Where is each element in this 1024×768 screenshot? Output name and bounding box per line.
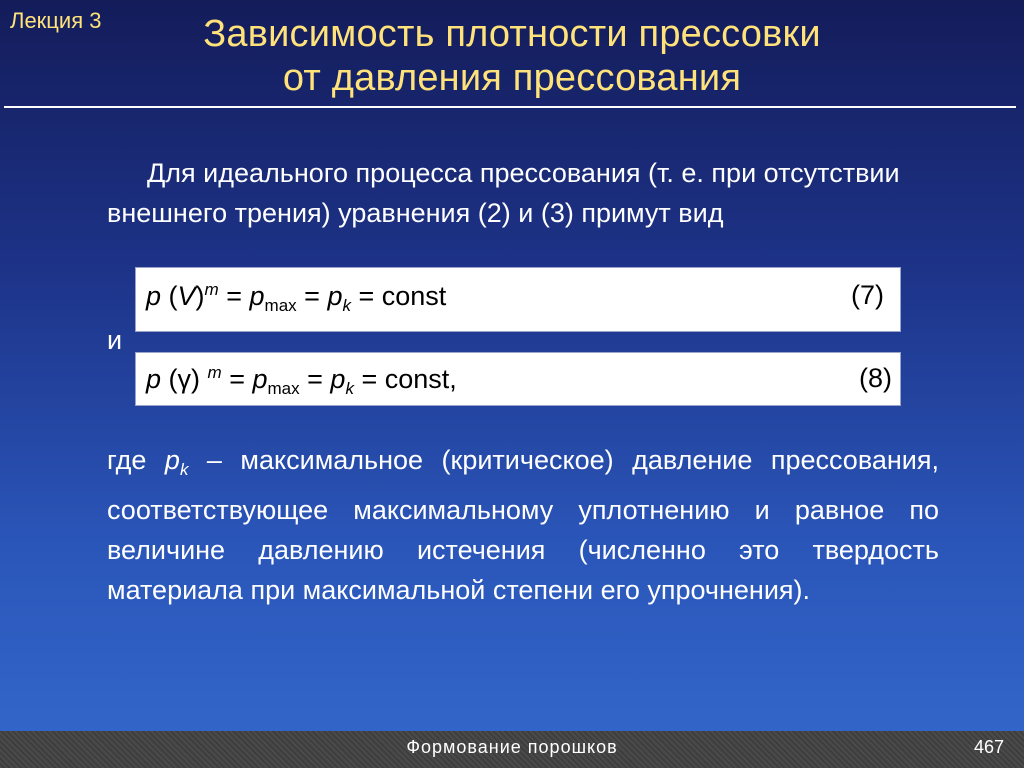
conjunction-text: и — [107, 325, 123, 355]
formula-7-box — [135, 267, 901, 332]
formula-8-const: = const, — [353, 364, 457, 394]
formula-8-pk: p — [330, 364, 346, 394]
slide-title — [0, 12, 1024, 100]
formula-7-const: = const — [350, 281, 447, 311]
intro-paragraph — [107, 153, 939, 233]
formula-8-pmax: p — [252, 364, 268, 394]
explanation-lead: где — [107, 445, 165, 475]
page-number: 467 — [973, 737, 1004, 757]
formula-8-eq1: = — [221, 364, 253, 394]
formula-8-gamma: (γ) — [161, 364, 208, 394]
explanation-sub-k: k — [179, 460, 189, 479]
formula-8-eq2: = — [299, 364, 331, 394]
formula-7-open-paren: ( — [161, 281, 178, 311]
formula-8-p: p — [146, 364, 162, 394]
title-line-1: Зависимость плотности прессовки — [203, 13, 821, 55]
formula-8-sub-k: k — [345, 379, 354, 398]
lecture-label: Лекция 3 — [10, 8, 102, 33]
footer-title: Формование порошков — [406, 737, 618, 757]
formula-8-exponent: m — [207, 363, 222, 382]
formula-7-volume: V — [177, 281, 196, 311]
title-divider — [4, 106, 1016, 108]
formula-7-pmax: p — [249, 281, 265, 311]
formula-7-sub-k: k — [342, 296, 351, 315]
explanation-paragraph — [107, 440, 939, 610]
formula-8-box — [135, 352, 901, 406]
formula-8-expression — [146, 363, 457, 399]
intro-text: Для идеального процесса прессования (т. е. при отсутствии внешнего трения) уравнения (2) и (3) примут вид — [107, 158, 900, 228]
explanation-text: – максимальное (критическое) давление прессования, соответствующее максимальному уплотнению и равное по величине давлению истечения (численно это твердость материала при максимальной степени его упрочнения). — [107, 445, 939, 605]
formula-7-eq2: = — [296, 281, 328, 311]
formula-7-close-paren: ) — [195, 281, 205, 311]
formula-8-sub-max: max — [267, 379, 300, 398]
formula-7-sub-max: max — [264, 296, 297, 315]
formula-7-pk: p — [327, 281, 343, 311]
formula-7-p: p — [146, 281, 162, 311]
formula-8-number: (8) — [859, 363, 892, 393]
formula-7-number: (7) — [851, 280, 884, 310]
formula-7-expression — [146, 280, 446, 316]
formula-7-eq1: = — [218, 281, 250, 311]
explanation-p: p — [164, 445, 180, 475]
formula-7-exponent: m — [204, 280, 219, 299]
title-line-2: от давления прессования — [282, 57, 742, 99]
